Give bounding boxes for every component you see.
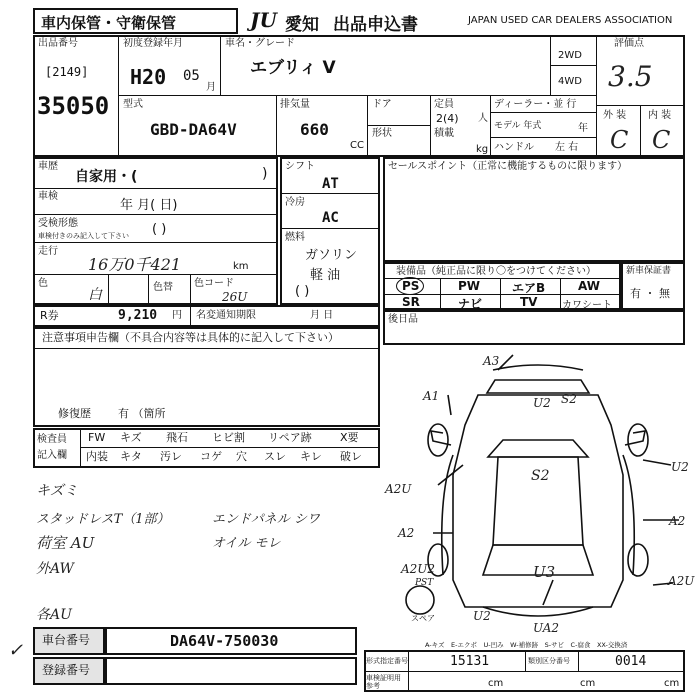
displacement-value: 660 bbox=[300, 120, 329, 139]
margin-checkmark: ✓ bbox=[8, 640, 24, 661]
first-registration-year: H20 bbox=[130, 65, 167, 89]
inspection-label: 車検 bbox=[38, 191, 58, 202]
ac-value: AC bbox=[322, 210, 339, 226]
history-close: ) bbox=[262, 166, 268, 182]
insp-x: X要 bbox=[340, 431, 359, 444]
fuel-label: 燃料 bbox=[285, 232, 305, 243]
four-wd: 4WD bbox=[558, 76, 582, 87]
notice-deadline-label: 名変通知期限 bbox=[196, 310, 256, 321]
load-unit: kg bbox=[476, 144, 489, 155]
insp-crack: ヒビ割 bbox=[212, 431, 245, 444]
mark-s2-top: S2 bbox=[561, 392, 577, 406]
chassis-value: DA64V-750030 bbox=[170, 632, 279, 650]
note-line-4: 外AW bbox=[36, 561, 74, 577]
equip-aw: AW bbox=[578, 279, 600, 293]
mileage-unit: km bbox=[233, 261, 249, 272]
mark-u2-rear: U2 bbox=[473, 609, 491, 623]
insp-int-3: コゲ bbox=[200, 450, 222, 463]
measure-unit-1: cm bbox=[488, 678, 504, 689]
measure-unit-3: cm bbox=[664, 678, 680, 689]
class-number-value: 0014 bbox=[615, 654, 647, 669]
mileage-value: 16万0千421 bbox=[88, 255, 182, 274]
mark-s2: S2 bbox=[531, 468, 550, 484]
registration-label: 登録番号 bbox=[42, 663, 91, 677]
lot-bracket-number: [2149] bbox=[45, 65, 89, 79]
insp-chip: 飛石 bbox=[166, 431, 188, 444]
fuel-gas: ガソリン bbox=[305, 248, 358, 263]
chassis-label: 車台番号 bbox=[42, 633, 91, 647]
storage-label-box bbox=[33, 8, 238, 34]
warranty-label: 新車保証書 bbox=[626, 266, 672, 276]
car-name-label: 車名・グレード bbox=[225, 38, 295, 49]
doors-label: ドア bbox=[372, 99, 392, 110]
mark-a2u-right: A2U bbox=[668, 574, 695, 588]
note-right-1: エンドパネル シワ bbox=[212, 512, 320, 527]
receipt-label: 受検形態 bbox=[38, 218, 78, 229]
fuel-diesel: 軽 油 bbox=[310, 268, 341, 283]
first-registration-month: 05 bbox=[183, 68, 200, 84]
note-right-2: オイル モレ bbox=[212, 536, 281, 551]
mark-a2u2: A2U2 bbox=[401, 562, 436, 576]
rear-items-block bbox=[383, 310, 685, 345]
lot-number: 35050 bbox=[37, 92, 110, 120]
receipt-paren: ( ) bbox=[152, 222, 167, 237]
warranty-options: 有 ・ 無 bbox=[630, 287, 670, 300]
history-label: 車歴 bbox=[38, 161, 58, 172]
note-line-1: キズミ bbox=[36, 483, 78, 499]
equip-airbag: エアB bbox=[512, 281, 546, 295]
insp-int-6: キレ bbox=[300, 450, 322, 463]
handle-options: 左 右 bbox=[555, 142, 579, 153]
model-label: 型式 bbox=[123, 99, 143, 110]
measure-unit-2: cm bbox=[580, 678, 596, 689]
interior-grade: C bbox=[652, 126, 671, 154]
capacity-value: 2(4) bbox=[436, 112, 459, 125]
color-code-value: 26U bbox=[222, 290, 248, 304]
shape-label: 形状 bbox=[372, 128, 392, 139]
color-value: 白 bbox=[88, 287, 102, 303]
mark-u3: U3 bbox=[533, 563, 556, 581]
exterior-grade: C bbox=[610, 126, 629, 154]
history-value: 自家用・( bbox=[75, 169, 138, 185]
receipt-note: 車検付きのみ記入して下さい bbox=[38, 232, 129, 240]
fuel-paren: ( ) bbox=[295, 284, 310, 299]
model-year-label: モデル 年式 bbox=[494, 121, 542, 131]
insp-int-5: スレ bbox=[264, 450, 286, 463]
inspector-label: 検査員 記入欄 bbox=[37, 434, 67, 461]
car-name-value: エブリィ V bbox=[250, 58, 336, 78]
shift-value: AT bbox=[322, 176, 339, 192]
equip-ps: PS bbox=[402, 279, 420, 293]
mark-a2u-left: A2U bbox=[385, 482, 412, 496]
color-code-label: 色コード bbox=[194, 278, 234, 289]
color-change-label: 色替 bbox=[153, 282, 173, 293]
measurements-label: 車検証明用 参考 bbox=[366, 674, 401, 690]
org-name: 愛知 bbox=[285, 15, 319, 35]
mark-pst: PST bbox=[415, 578, 434, 588]
mark-u2-right: U2 bbox=[671, 460, 689, 474]
mark-a2-left: A2 bbox=[398, 526, 415, 540]
insp-interior: 内装 bbox=[86, 450, 108, 463]
equip-seat: カワシート bbox=[562, 300, 612, 311]
recycle-unit: 円 bbox=[172, 310, 182, 321]
mark-ua2: UA2 bbox=[533, 621, 560, 635]
equipment-label: 装備品（純正品に限り〇をつけてください） bbox=[396, 266, 596, 277]
dealer-label: ディーラー・並 行 bbox=[494, 99, 577, 110]
color-label: 色 bbox=[38, 278, 48, 289]
mark-a1: A1 bbox=[423, 389, 440, 403]
grade-value: 3.5 bbox=[608, 60, 653, 93]
equip-navi: ナビ bbox=[458, 297, 483, 311]
inspection-value: 年 月( 日) bbox=[120, 198, 178, 213]
model-year-unit: 年 bbox=[578, 123, 588, 134]
sales-point-label: セールスポイント（正常に機能するものに限ります） bbox=[388, 161, 628, 172]
first-registration-label: 初度登録年月 bbox=[123, 38, 183, 49]
registration-value-box bbox=[105, 657, 357, 685]
grade-label: 評価点 bbox=[614, 38, 644, 49]
sales-point-block bbox=[383, 157, 685, 262]
storage-label: 車内保管・守衛保管 bbox=[41, 14, 177, 32]
mark-a2-right: A2 bbox=[669, 514, 686, 528]
equip-sr: SR bbox=[402, 295, 420, 309]
class-number-label: 類別区分番号 bbox=[528, 657, 570, 665]
handle-label: ハンドル bbox=[494, 142, 534, 153]
insp-fw: FW bbox=[88, 431, 106, 444]
damage-diagram bbox=[383, 345, 700, 635]
association-name: JAPAN USED CAR DEALERS ASSOCIATION bbox=[468, 15, 673, 26]
model-value: GBD-DA64V bbox=[150, 120, 237, 139]
displacement-unit: CC bbox=[350, 140, 364, 151]
mark-u2-top: U2 bbox=[533, 396, 551, 410]
recycle-value: 9,210 bbox=[118, 308, 158, 323]
capacity-unit: 人 bbox=[478, 113, 488, 124]
equip-pw: PW bbox=[458, 279, 481, 293]
note-line-3: 荷室 AU bbox=[36, 534, 95, 552]
insp-int-4: 穴 bbox=[236, 450, 247, 463]
repair-label: 修復歴 bbox=[58, 407, 91, 420]
month-unit: 月 bbox=[206, 82, 216, 93]
load-label: 積載 bbox=[434, 128, 454, 139]
recycle-label: R券 bbox=[40, 309, 59, 322]
ju-logo: JU bbox=[250, 8, 277, 32]
insp-int-1: キタ bbox=[120, 450, 142, 463]
top-info-block bbox=[33, 35, 685, 157]
insp-int-2: 汚レ bbox=[160, 450, 182, 463]
ac-label: 冷房 bbox=[285, 197, 305, 208]
notice-deadline-value: 月 日 bbox=[310, 310, 334, 321]
equip-tv: TV bbox=[520, 295, 538, 309]
exterior-label: 外 装 bbox=[603, 110, 627, 121]
insp-repair-trace: リペア跡 bbox=[268, 431, 312, 444]
damage-legend: A-キズ E-エクボ U-凹み W-補修跡 S-サビ C-腐食 XX-交換済 bbox=[425, 641, 628, 649]
displacement-label: 排気量 bbox=[280, 99, 310, 110]
note-line-2: スタッドレスT（1部） bbox=[36, 512, 170, 527]
note-line-5: 各AU bbox=[36, 607, 72, 623]
two-wd: 2WD bbox=[558, 50, 582, 61]
mark-a3: A3 bbox=[483, 354, 500, 368]
equip-ps-circle bbox=[396, 277, 424, 295]
capacity-label: 定員 bbox=[434, 99, 454, 110]
rear-items-label: 後日品 bbox=[388, 314, 418, 325]
insp-scratch: キズ bbox=[120, 431, 142, 444]
notice-label: 注意事項申告欄（不具合内容等は具体的に記入して下さい） bbox=[42, 331, 339, 344]
repair-value: 有 （箇所 bbox=[118, 407, 166, 420]
mileage-label: 走行 bbox=[38, 246, 58, 257]
form-title: 出品申込書 bbox=[333, 15, 418, 35]
interior-label: 内 装 bbox=[648, 110, 672, 121]
spare-label: スペア bbox=[411, 614, 435, 623]
type-number-label: 形式指定番号 bbox=[366, 657, 408, 665]
insp-int-7: 破レ bbox=[340, 450, 362, 463]
type-number-value: 15131 bbox=[450, 654, 490, 669]
shift-label: シフト bbox=[285, 161, 315, 172]
lot-label: 出品番号 bbox=[38, 38, 78, 49]
